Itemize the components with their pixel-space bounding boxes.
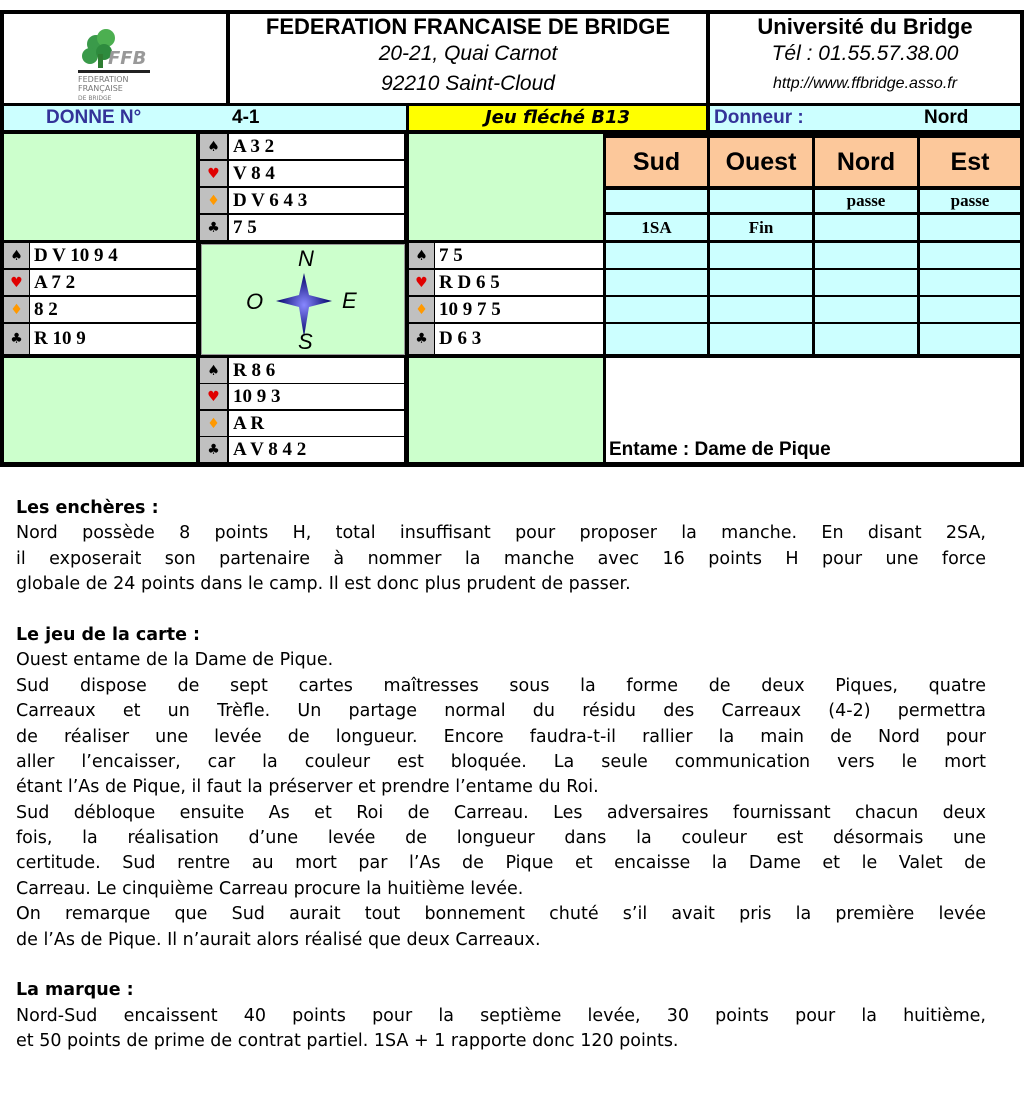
bid-cell [920, 297, 1020, 322]
compass-south: S [298, 329, 313, 354]
club-icon: ♣ [200, 215, 227, 240]
east-diamonds: 10 9 7 5 [435, 297, 603, 322]
west-clubs: R 10 9 [30, 324, 196, 354]
north-clubs: 7 5 [229, 215, 404, 240]
text-line: Carreau. Le cinquième Carreau procure la huitième levée. [16, 878, 524, 899]
diamond-icon: ♦ [200, 188, 227, 213]
spade-icon: ♠ [200, 358, 227, 383]
bid-cell [815, 324, 917, 354]
bid-cell [815, 215, 917, 240]
bid-cell [606, 243, 707, 268]
text-line: Nord possède 8 points H, total insuffisant pour proposer la manche. En disant 2SA, [16, 523, 986, 544]
empty-se [409, 358, 603, 462]
text-line: On remarque que Sud aurait tout bonnement chuté s’il avait pris la première levée [16, 904, 986, 925]
deal-title: Jeu fléché B13 [409, 106, 706, 130]
lead-box [606, 358, 1020, 462]
bid-cell: 1SA [606, 215, 707, 240]
bid-cell [710, 270, 812, 295]
donne-label: DONNE N° [46, 107, 142, 128]
opening-lead: Entame : Dame de Pique [609, 439, 831, 460]
address-line-1: 20-21, Quai Carnot [378, 42, 558, 65]
section-title: Le jeu de la carte : [16, 624, 201, 645]
dealer-value: Nord [924, 107, 969, 128]
svg-text:FRANÇAISE: FRANÇAISE [78, 84, 123, 93]
bid-cell [710, 297, 812, 322]
club-icon: ♣ [4, 324, 29, 354]
bid-cell [815, 243, 917, 268]
bid-cell [710, 190, 812, 212]
club-icon: ♣ [409, 324, 434, 354]
phone: Tél : 01.55.57.38.00 [771, 42, 959, 65]
diamond-icon: ♦ [4, 297, 29, 322]
bid-cell: passe [815, 190, 917, 212]
ffb-logo [4, 14, 226, 103]
donne-value: 4-1 [232, 107, 260, 128]
federation-info [230, 14, 706, 103]
heart-icon: ♥ [4, 270, 29, 295]
university-name: Université du Bridge [757, 14, 973, 39]
donne-bar [4, 106, 406, 130]
south-diamonds: A R [229, 411, 404, 436]
heart-icon: ♥ [200, 384, 227, 409]
compass [201, 244, 405, 355]
federation-name: FEDERATION FRANCAISE DE BRIDGE [265, 14, 671, 39]
south-spades: R 8 6 [229, 358, 404, 383]
text-line: et 50 points de prime de contrat partiel. 1SA + 1 rapporte donc 120 points. [16, 1031, 679, 1052]
spade-icon: ♠ [409, 243, 434, 268]
bid-header-sud: Sud [606, 138, 707, 186]
spacer [16, 598, 986, 623]
university-info [710, 14, 1020, 103]
text-line: fois, la réalisation d’une levée de longueur dans la couleur est désormais une [16, 828, 986, 849]
text-line: Ouest entame de la Dame de Pique. [16, 650, 334, 671]
west-diamonds: 8 2 [30, 297, 196, 322]
bid-header-ouest: Ouest [710, 138, 812, 186]
empty-nw [4, 134, 196, 240]
club-icon: ♣ [200, 437, 227, 462]
east-clubs: D 6 3 [435, 324, 603, 354]
north-hearts: V 8 4 [229, 161, 404, 186]
diamond-icon: ♦ [409, 297, 434, 322]
text-line: il exposerait son partenaire à nommer la manche avec 16 points H pour une force [16, 548, 986, 569]
text-line: Sud dispose de sept cartes maîtresses sous la forme de deux Piques, quatre [16, 675, 986, 696]
south-clubs: A V 8 4 2 [229, 437, 404, 462]
text-line: Nord-Sud encaissent 40 points pour la septième levée, 30 points pour la huitième, [16, 1005, 986, 1026]
text-line: Sud débloque ensuite As et Roi de Carreau. Les adversaires fournissant chacun deux [16, 802, 986, 823]
compass-north: N [298, 246, 314, 271]
heart-icon: ♥ [200, 161, 227, 186]
east-spades: 7 5 [435, 243, 603, 268]
bid-cell: passe [920, 190, 1020, 212]
bid-cell [920, 243, 1020, 268]
bid-cell [815, 297, 917, 322]
bid-cell [606, 324, 707, 354]
bid-cell [920, 324, 1020, 354]
section-title: La marque : [16, 980, 134, 1001]
bid-cell [920, 270, 1020, 295]
website: http://www.ffbridge.asso.fr [772, 75, 958, 92]
dealer-label: Donneur : [714, 107, 804, 128]
spade-icon: ♠ [200, 134, 227, 159]
commentary [16, 496, 986, 1055]
svg-text:FEDERATION: FEDERATION [78, 75, 129, 84]
heart-icon: ♥ [409, 270, 434, 295]
compass-west: O [246, 289, 264, 314]
text-line: étant l’As de Pique, il faut la préserver et prendre l’entame du Roi. [16, 777, 599, 798]
text-line: globale de 24 points dans le camp. Il est donc plus prudent de passer. [16, 574, 631, 595]
west-spades: D V 10 9 4 [30, 243, 196, 268]
text-line: Carreaux et un Trèfle. Un partage normal du résidu des Carreaux (4-2) permettra [16, 701, 986, 722]
bid-cell [920, 215, 1020, 240]
svg-text:FFB: FFB [108, 48, 147, 69]
bid-cell [606, 190, 707, 212]
south-hearts: 10 9 3 [229, 384, 404, 409]
bid-cell [710, 243, 812, 268]
bid-header-nord: Nord [815, 138, 917, 186]
text-line: de réaliser une levée de longueur. Encore faudra-t-il rallier la main de Nord pour [16, 726, 986, 747]
bid-cell [606, 270, 707, 295]
bid-cell [606, 297, 707, 322]
address-line-2: 92210 Saint-Cloud [381, 72, 555, 95]
bid-header-est: Est [920, 138, 1020, 186]
north-spades: A 3 2 [229, 134, 404, 159]
bid-cell: Fin [710, 215, 812, 240]
east-hearts: R D 6 5 [435, 270, 603, 295]
text-line: aller l’encaisser, car la couleur est bloquée. La seule communication vers le mort [16, 751, 986, 772]
section-title: Les enchères : [16, 498, 159, 518]
text-line: certitude. Sud rentre au mort par l’As de Pique et encaisse la Dame et le Valet de [16, 853, 986, 874]
spacer [16, 953, 986, 978]
north-diamonds: D V 6 4 3 [229, 188, 404, 213]
compass-east: E [342, 288, 357, 313]
text-line: de l’As de Pique. Il n’aurait alors réalisé que deux Carreaux. [16, 929, 541, 950]
bid-cell [815, 270, 917, 295]
spade-icon: ♠ [4, 243, 29, 268]
west-hearts: A 7 2 [30, 270, 196, 295]
empty-ne [409, 134, 603, 240]
empty-sw [4, 358, 196, 462]
bid-cell [710, 324, 812, 354]
tree-logo-icon [4, 14, 226, 103]
diamond-icon: ♦ [200, 411, 227, 436]
dealer-bar [710, 106, 1020, 130]
svg-text:DE BRIDGE: DE BRIDGE [78, 95, 112, 102]
